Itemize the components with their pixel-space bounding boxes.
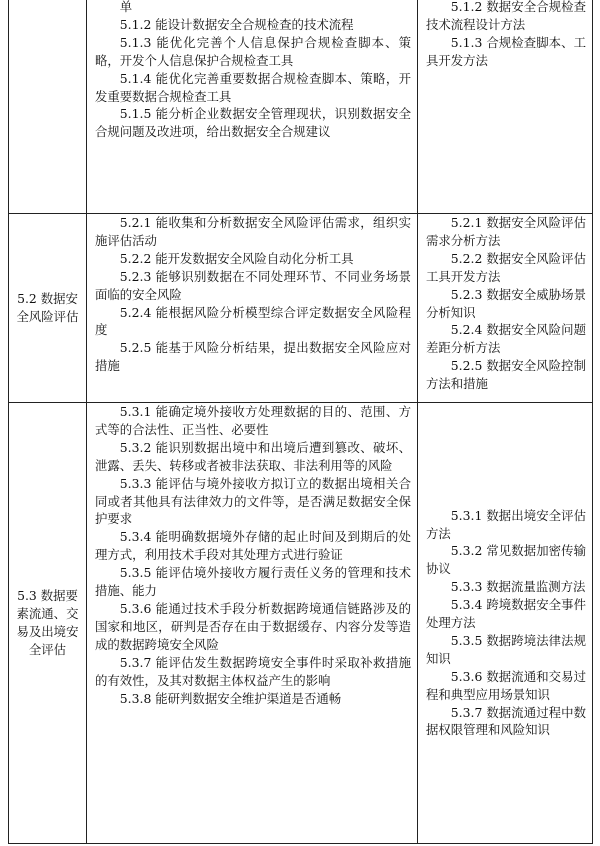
work-content-cell bbox=[9, 0, 87, 214]
knowledge-item: 5.3.1 数据出境安全评估方法 bbox=[426, 507, 586, 541]
work-content-label: 5.2 数据安全风险评估 bbox=[16, 291, 79, 324]
skills-requirements-table bbox=[8, 0, 593, 844]
skill-item: 5.3.1 能确定境外接收方处理数据的目的、范围、方式等的合法性、正当性、必要性 bbox=[95, 404, 411, 437]
knowledge-item: 5.2.5 数据安全风险控制方法和措施 bbox=[426, 358, 586, 392]
skill-item: 5.2.5 能基于风险分析结果，提出数据安全风险应对措施 bbox=[95, 340, 411, 374]
skill-requirements-cell bbox=[87, 0, 418, 214]
knowledge-item: 5.3.2 常见数据加密传输协议 bbox=[426, 543, 586, 577]
skill-item: 5.1.4 能优化完善重要数据合规检查脚本、策略，开发重要数据合规检查工具 bbox=[95, 70, 411, 104]
skill-item: 5.1.3 能优化完善个人信息保护合规检查脚本、策略，开发个人信息保护合规检查工具 bbox=[95, 34, 411, 68]
knowledge-item: 5.3.7 数据流通过程中数据权限管理和风险知识 bbox=[426, 704, 586, 738]
skill-item: 5.3.2 能识别数据出境中和出境后遭到篡改、破坏、泄露、丢失、转移或者被非法获取、非法利用等的风险 bbox=[95, 439, 411, 473]
skill-item: 5.3.7 能评估发生数据跨境安全事件时采取补救措施的有效性，及其对数据主体权益产生的影响 bbox=[95, 654, 411, 688]
skill-item: 5.3.4 能明确数据境外存储的起止时间及到期后的处理方式，利用技术手段对其处理方式进行验证 bbox=[95, 529, 411, 563]
knowledge-item: 5.3.3 数据流量监测方法 bbox=[450, 579, 586, 595]
table-row bbox=[9, 0, 593, 214]
knowledge-item: 5.1.3 合规检查脚本、工具开发方法 bbox=[426, 34, 586, 68]
skill-item: 5.3.5 能评估境外接收方履行责任义务的管理和技术措施、能力 bbox=[95, 565, 411, 599]
skill-item: 5.1.2 能设计数据安全合规检查的技术流程 bbox=[119, 16, 354, 32]
skill-item: 5.3.8 能研判数据安全维护渠道是否通畅 bbox=[119, 690, 342, 706]
knowledge-requirements-cell bbox=[418, 214, 593, 403]
knowledge-item: 5.1.2 数据安全合规检查技术流程设计方法 bbox=[426, 0, 586, 32]
skill-item: 5.3.3 能评估与境外接收方拟订立的数据出境相关合同或者其他具有法律效力的文件等，是否满足数据安全保护要求 bbox=[95, 475, 411, 527]
skill-item: 5.2.2 能开发数据安全风险自动化分析工具 bbox=[119, 250, 354, 266]
knowledge-item: 5.2.4 数据安全风险问题差距分析方法 bbox=[426, 322, 586, 356]
knowledge-item: 5.3.6 数据流通和交易过程和典型应用场景知识 bbox=[426, 668, 586, 702]
knowledge-requirements-cell bbox=[418, 0, 593, 214]
skill-item: 5.3.6 能通过技术手段分析数据跨境通信链路涉及的国家和地区，研判是否存在由于数据缓存、内容分发等造成的数据跨境安全风险 bbox=[95, 600, 411, 652]
skill-item: 5.2.1 能收集和分析数据安全风险评估需求，组织实施评估活动 bbox=[95, 215, 411, 248]
knowledge-item: 5.3.5 数据跨境法律法规知识 bbox=[426, 632, 586, 666]
skill-item: 5.2.3 能够识别数据在不同处理环节、不同业务场景面临的安全风险 bbox=[95, 268, 411, 302]
skill-item: 5.1.5 能分析企业数据安全管理现状，识别数据安全合规问题及改进项，给出数据安全合规建议 bbox=[95, 106, 411, 140]
knowledge-item: 5.2.1 数据安全风险评估需求分析方法 bbox=[426, 215, 586, 248]
work-content-cell bbox=[9, 403, 87, 844]
skill-requirements-cell bbox=[87, 403, 418, 844]
work-content-label: 5.3 数据要素流通、交易及出境安全评估 bbox=[16, 588, 79, 657]
knowledge-item: 5.2.2 数据安全风险评估工具开发方法 bbox=[426, 250, 586, 284]
skill-item: 5.2.4 能根据风险分析模型综合评定数据安全风险程度 bbox=[95, 304, 411, 338]
knowledge-item: 5.3.4 跨境数据安全事件处理方法 bbox=[426, 597, 586, 631]
knowledge-requirements-cell bbox=[418, 403, 593, 844]
skill-item: 单 bbox=[119, 0, 133, 14]
table-row bbox=[9, 403, 593, 844]
table-row bbox=[9, 214, 593, 403]
work-content-cell bbox=[9, 214, 87, 403]
knowledge-item: 5.2.3 数据安全威胁场景分析知识 bbox=[426, 286, 586, 320]
skill-requirements-cell bbox=[87, 214, 418, 403]
